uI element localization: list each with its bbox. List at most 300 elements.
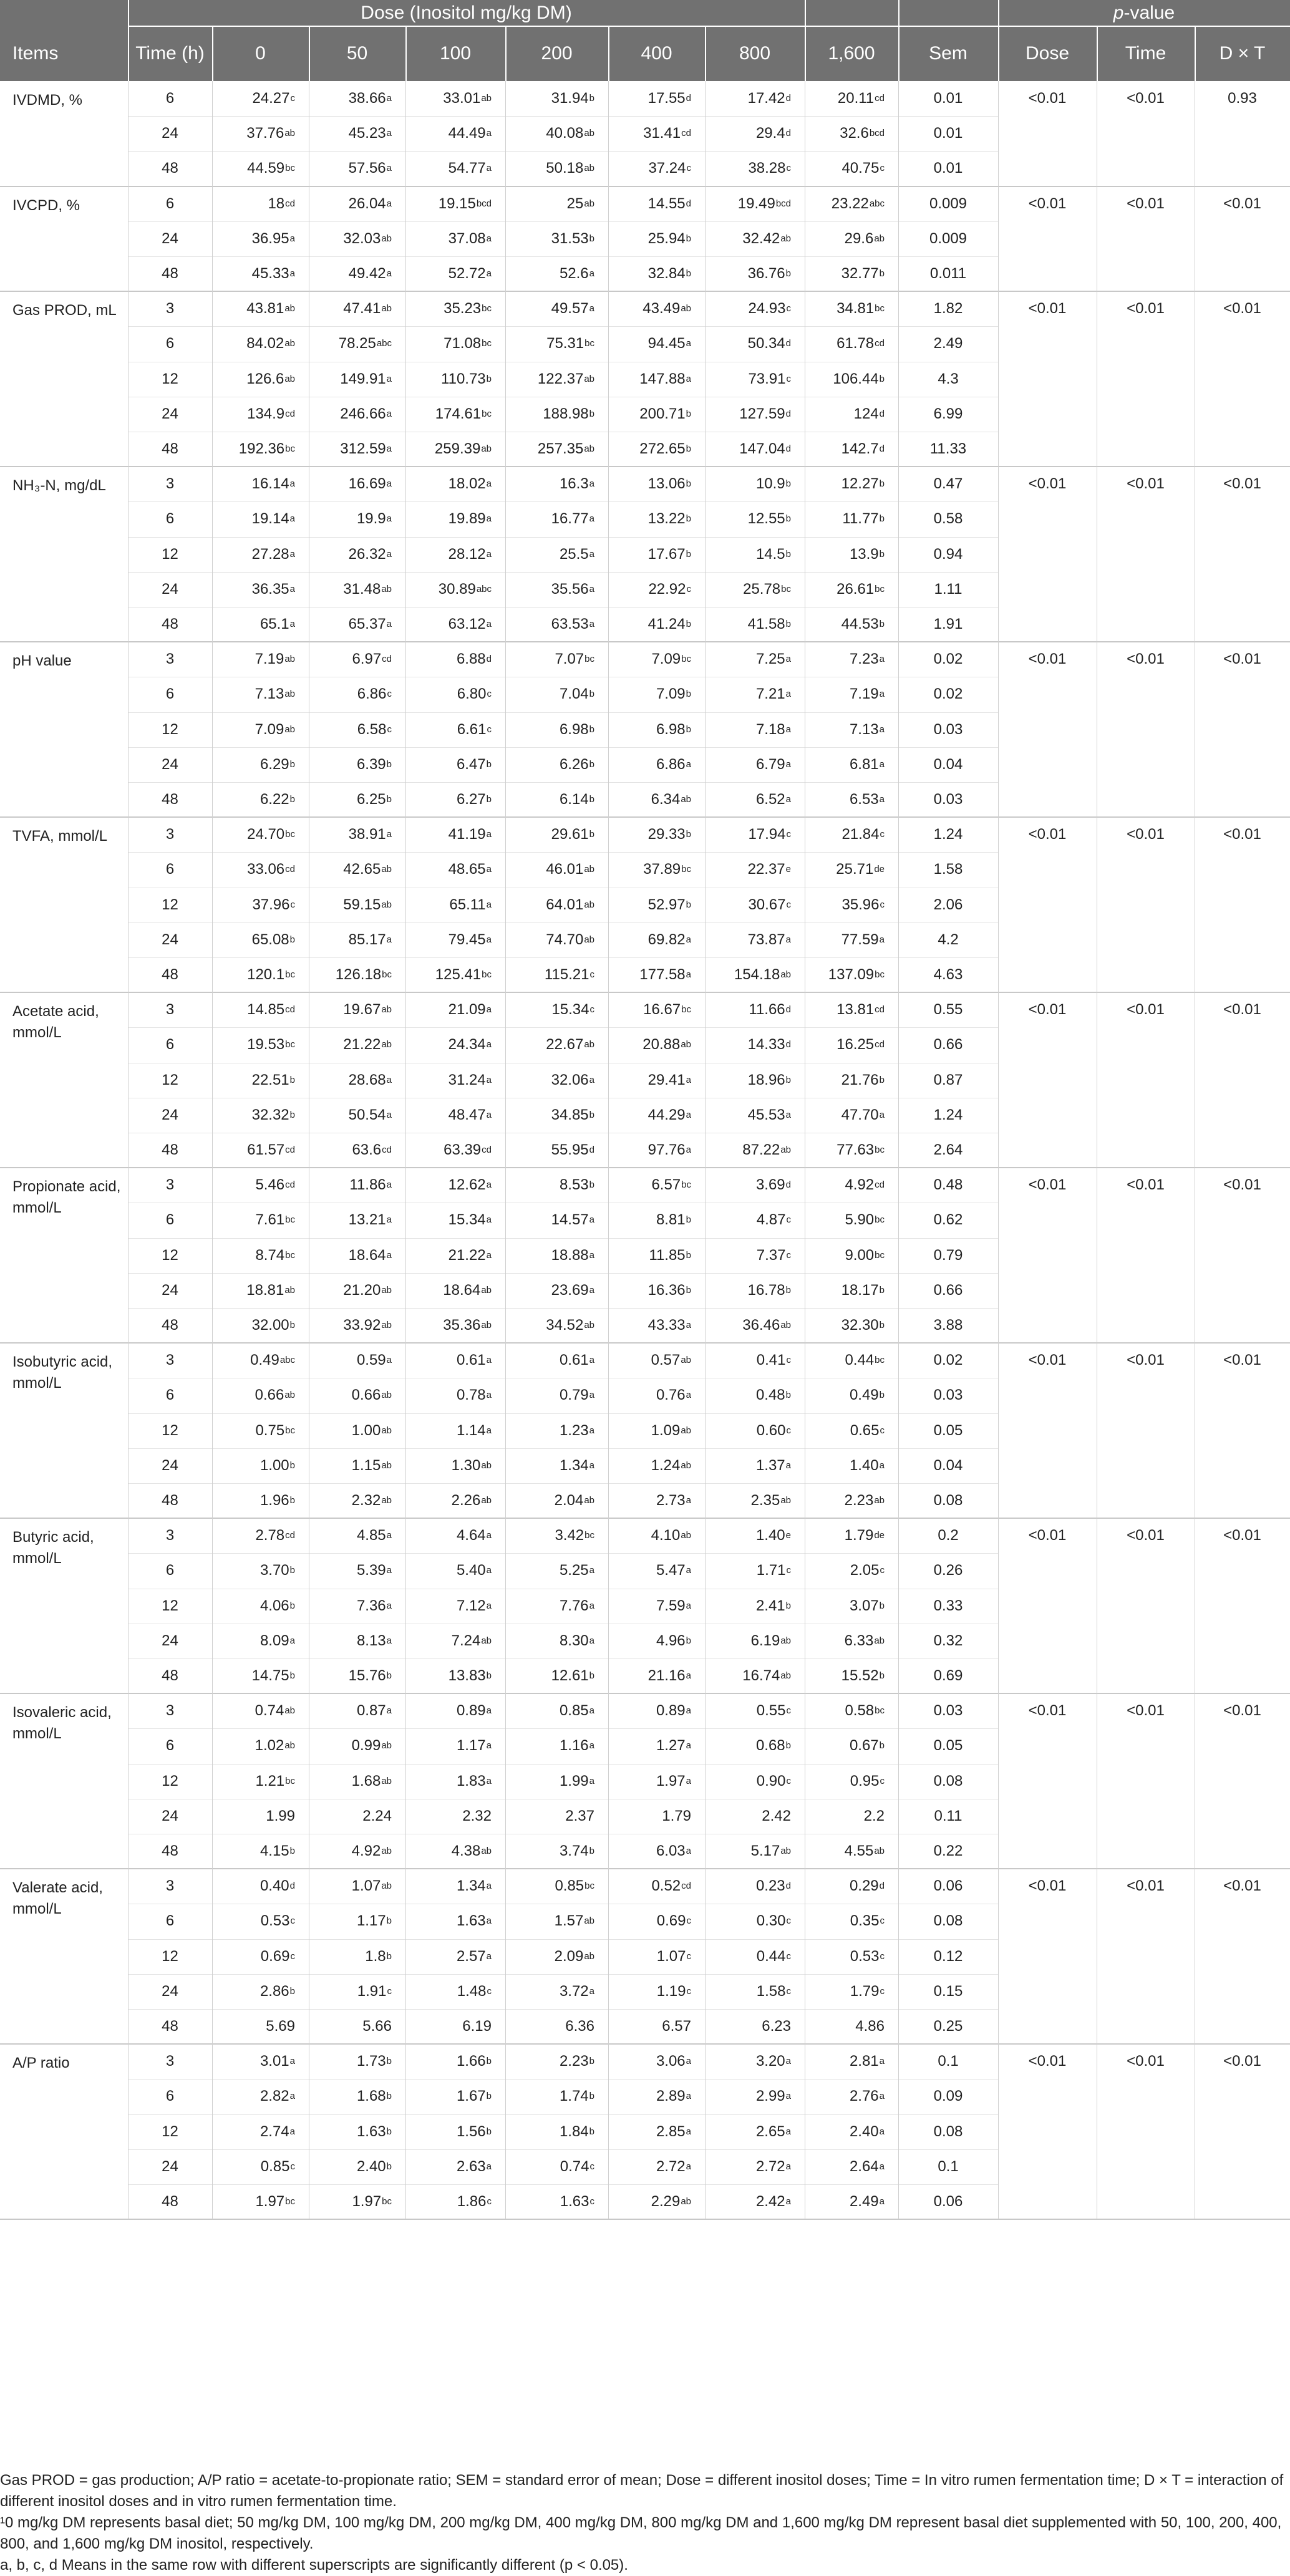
- dose-value: 12.55: [747, 510, 785, 528]
- dose-value-cell: 6.58 c: [357, 720, 392, 738]
- p-value-cell: [1195, 992, 1290, 1027]
- dose-value-cell: 17.42 d: [747, 90, 791, 107]
- dose-value-cell: 17.55 d: [647, 90, 691, 107]
- dose-value-cell: 3.69 d: [755, 1176, 791, 1194]
- dose-value-cell: 0.61 a: [559, 1352, 594, 1369]
- time-cell: [128, 2114, 212, 2149]
- dose-value-cell: 19.15 bcd: [438, 195, 492, 212]
- sem-cell: [898, 1133, 998, 1168]
- time-cell: [128, 81, 212, 116]
- sem-cell: [898, 1518, 998, 1553]
- dose-value-cell: 1.84 b: [559, 2123, 594, 2140]
- dose-value: 14.85: [247, 1001, 285, 1019]
- dose-value-cell: 30.89 abc: [438, 580, 492, 598]
- dose-value: 1.40: [849, 1456, 879, 1474]
- sem-cell: [898, 1799, 998, 1834]
- dose-value: 4.92: [351, 1842, 381, 1860]
- dose-value-cell: 6.29 b: [259, 755, 295, 773]
- dose-value-cell: 137.09 bc: [828, 966, 885, 984]
- dose-value: 35.23: [444, 300, 482, 317]
- sem-cell: [898, 1589, 998, 1624]
- dose-value: 44.59: [247, 160, 285, 177]
- dose-value: 1.86: [457, 2193, 487, 2210]
- dose-value-cell: 21.22 ab: [343, 1036, 392, 1053]
- sem-value: 0.03: [933, 1387, 963, 1404]
- sem-cell: [898, 922, 998, 957]
- dose-value: 43.81: [246, 300, 284, 317]
- dose-value: 1.68: [351, 1772, 381, 1789]
- time-cell: [128, 1343, 212, 1378]
- dose-value-cell: 24.70 bc: [247, 826, 295, 843]
- dose-value: 19.15: [438, 195, 476, 212]
- dose-value: 94.45: [647, 335, 686, 352]
- dose-value-cell: 22.51 b: [251, 1071, 295, 1088]
- dose-value-cell: [705, 2009, 805, 2044]
- dose-value-cell: 31.94 b: [551, 90, 594, 107]
- dose-value-cell: 1.34 a: [456, 1877, 492, 1895]
- dose-value-cell: 6.98 b: [559, 720, 594, 738]
- time-cell: [128, 1764, 212, 1799]
- dose-value-cell: 4.85 a: [356, 1527, 392, 1544]
- dose-value-cell: 1.15 ab: [351, 1456, 392, 1474]
- dose-value: 0.95: [850, 1772, 880, 1789]
- column-separator: [898, 81, 899, 2219]
- row-separator: [128, 747, 998, 748]
- p-value-cell: [998, 291, 1097, 326]
- dose-value-cell: 45.33 a: [251, 265, 295, 283]
- sem-cell: [898, 221, 998, 256]
- time-cell: [128, 1518, 212, 1553]
- column-separator: [405, 81, 406, 2219]
- p-value-cell: [1195, 1518, 1290, 1553]
- dose-value-cell: 1.07 c: [656, 1947, 691, 1965]
- dose-value: 41.24: [647, 616, 686, 633]
- dose-value: 192.36: [238, 440, 285, 458]
- time-value: 24: [162, 1632, 178, 1649]
- sem-value: 2.49: [933, 335, 963, 352]
- dose-value: 50.54: [348, 1106, 386, 1123]
- p-value: <0.01: [1223, 1527, 1261, 1544]
- sem-cell: [898, 992, 998, 1027]
- sem-value: 0.02: [933, 651, 963, 668]
- dose-value: 65.37: [348, 616, 386, 633]
- dose-value: 6.14: [559, 791, 589, 808]
- dose-value-cell: 0.55 c: [756, 1702, 791, 1720]
- row-separator: [128, 256, 998, 257]
- p-value-cell: [1195, 642, 1290, 677]
- dose-value: 13.9: [849, 545, 879, 563]
- dose-value: 21.84: [841, 826, 880, 843]
- p-value: <0.01: [1127, 195, 1165, 212]
- dose-header-label: 800: [739, 43, 771, 64]
- dose-value: 2.32: [462, 1807, 492, 1824]
- dose-value: 0.68: [755, 1737, 785, 1755]
- dose-value-cell: 7.13 a: [849, 720, 885, 738]
- dose-value: 37.89: [643, 861, 681, 878]
- dose-value-cell: 65.11 a: [449, 896, 492, 913]
- dose-value: 6.33: [844, 1632, 874, 1649]
- dose-value: 0.66: [351, 1387, 381, 1404]
- dose-value-cell: 14.33 d: [747, 1036, 791, 1053]
- dose-value: 2.29: [651, 2193, 681, 2210]
- row-separator: [128, 1764, 998, 1765]
- time-value: 6: [165, 861, 175, 878]
- time-value: 24: [162, 2157, 178, 2175]
- dose-value: 61.57: [247, 1141, 285, 1159]
- sem-value: 0.03: [933, 791, 963, 808]
- dose-value-cell: 0.85 bc: [555, 1877, 594, 1895]
- dose-value: 24.70: [247, 826, 285, 843]
- time-value: 48: [162, 1317, 178, 1334]
- sem-value: 0.03: [933, 1702, 963, 1720]
- time-value: 3: [165, 2053, 175, 2070]
- dose-value: 48.65: [448, 861, 486, 878]
- dose-value-cell: 0.61 a: [456, 1352, 492, 1369]
- dose-value: 0.49: [250, 1352, 279, 1369]
- row-separator: [128, 1027, 998, 1028]
- dose-value-cell: 192.36 bc: [238, 440, 295, 458]
- dose-value-cell: 6.81 a: [849, 755, 885, 773]
- dose-value: 9.00: [845, 1246, 875, 1264]
- dose-value: 13.21: [348, 1211, 386, 1229]
- dose-value-cell: 64.01 ab: [546, 896, 594, 913]
- dose-value: 6.98: [656, 720, 686, 738]
- dose-value-cell: 6.14 b: [559, 791, 594, 808]
- time-cell: [128, 1939, 212, 1974]
- dose-value: 7.61: [255, 1211, 285, 1229]
- sem-value: 4.63: [933, 966, 963, 984]
- time-cell: [128, 1238, 212, 1273]
- item-name: A/P ratio: [12, 2055, 70, 2072]
- sem-cell: [898, 81, 998, 116]
- sem-value: 2.06: [933, 896, 963, 913]
- p-value: <0.01: [1028, 826, 1067, 843]
- dose-value: 69.82: [647, 931, 686, 948]
- p-value: <0.01: [1223, 300, 1261, 317]
- time-cell: [128, 1834, 212, 1869]
- sem-value: 1.11: [934, 580, 963, 598]
- dose-value: 37.08: [448, 230, 486, 247]
- dose-value-cell: 38.91 a: [348, 826, 392, 843]
- dose-value-cell: 6.34 ab: [651, 791, 691, 808]
- dose-value: 8.09: [259, 1632, 289, 1649]
- dose-value: 2.81: [849, 2053, 879, 2070]
- dose-value: 6.03: [656, 1842, 686, 1860]
- sem-cell: [898, 1308, 998, 1343]
- dose-header-6: [805, 26, 898, 81]
- p-value: <0.01: [1127, 1352, 1165, 1369]
- dose-value-cell: 149.91 a: [340, 370, 392, 387]
- dose-value: 7.13: [849, 720, 879, 738]
- p-value: <0.01: [1127, 651, 1165, 668]
- dose-value: 1.63: [560, 2193, 589, 2210]
- dose-value: 0.55: [756, 1702, 786, 1720]
- dose-value-cell: 1.8 b: [365, 1947, 392, 1965]
- sem-cell: [898, 607, 998, 642]
- p-value: <0.01: [1028, 1702, 1067, 1720]
- row-separator: [128, 2184, 998, 2185]
- dose-value: 4.87: [756, 1211, 786, 1229]
- time-value: 48: [162, 1667, 178, 1685]
- dose-value-cell: 1.14 a: [456, 1421, 492, 1439]
- item-label-5: [0, 817, 128, 992]
- sem-value: 0.55: [933, 1001, 963, 1019]
- dose-value-cell: 8.81 b: [656, 1211, 691, 1229]
- dose-value: 12.27: [841, 475, 879, 493]
- dose-value-cell: 1.99 a: [559, 1772, 594, 1789]
- dose-value: 2.32: [351, 1492, 381, 1509]
- dose-value-cell: 59.15 ab: [343, 896, 392, 913]
- dose-value: 6.97: [352, 651, 382, 668]
- dose-value-cell: 126.6 ab: [246, 370, 295, 387]
- item-label-4: [0, 642, 128, 817]
- dose-value-cell: 35.96 c: [841, 896, 885, 913]
- row-separator: [128, 1273, 998, 1274]
- dose-value-cell: 24.93 c: [748, 300, 791, 317]
- dose-value: 63.53: [551, 616, 589, 633]
- dose-value: 18.17: [841, 1281, 879, 1299]
- item-label-6: [0, 992, 128, 1168]
- column-separator: [212, 81, 213, 2219]
- dose-value-cell: 257.35 ab: [537, 440, 594, 458]
- dose-value-cell: 40.75 c: [841, 160, 885, 177]
- sem-value: 0.69: [933, 1667, 963, 1685]
- dose-value: 25.71: [836, 861, 874, 878]
- dose-value-cell: 30.67 c: [748, 896, 791, 913]
- dose-value-cell: 0.59 a: [356, 1352, 392, 1369]
- dose-value-cell: 32.84 b: [647, 265, 691, 283]
- dose-value-cell: 37.89 bc: [643, 861, 691, 878]
- dose-value-cell: 6.39 b: [356, 755, 392, 773]
- p-value: <0.01: [1127, 1702, 1165, 1720]
- dose-value: 17.42: [747, 90, 785, 107]
- dose-value: 1.97: [656, 1772, 686, 1789]
- dose-value-cell: 0.85 a: [559, 1702, 594, 1720]
- time-cell: [128, 397, 212, 432]
- dose-value-cell: 0.23 d: [755, 1877, 791, 1895]
- dose-value-cell: 11.86 a: [349, 1176, 392, 1194]
- dose-value: 19.14: [251, 510, 289, 528]
- dose-value-cell: 177.58 a: [639, 966, 691, 984]
- row-separator: [128, 2009, 998, 2010]
- p-value: <0.01: [1028, 195, 1067, 212]
- dose-value: 137.09: [828, 966, 875, 984]
- dose-value-cell: 33.01 ab: [443, 90, 492, 107]
- dose-value: 7.18: [755, 720, 785, 738]
- dose-value-cell: 1.66 b: [456, 2053, 492, 2070]
- dose-header-label: 1,600: [828, 43, 875, 64]
- time-value: 24: [162, 755, 178, 773]
- dose-value: 16.67: [643, 1001, 681, 1019]
- dose-value-cell: 19.9 a: [356, 510, 392, 528]
- p-value: <0.01: [1223, 2053, 1261, 2070]
- dose-value: 1.71: [756, 1562, 786, 1579]
- dose-value: 85.17: [348, 931, 386, 948]
- dose-value-cell: 14.5 b: [755, 545, 791, 563]
- dose-value-cell: 24.27 c: [252, 90, 295, 107]
- sem-cell: [898, 501, 998, 536]
- dose-value-cell: 32.77 b: [841, 265, 885, 283]
- dose-value: 32.6: [840, 125, 869, 142]
- dose-value-cell: 16.74 ab: [742, 1667, 791, 1685]
- dose-value-cell: 43.49 ab: [643, 300, 691, 317]
- dose-value-cell: 48.47 a: [448, 1106, 492, 1123]
- dose-value: 13.06: [647, 475, 686, 493]
- dose-value: 7.09: [656, 685, 686, 703]
- item-name: Acetate acid, mmol/L: [12, 1003, 99, 1042]
- dose-value: 20.11: [837, 90, 875, 107]
- dose-value-cell: 6.26 b: [559, 755, 594, 773]
- dose-value: 6.61: [457, 720, 487, 738]
- sem-value: 0.04: [933, 755, 963, 773]
- dose-value: 1.83: [456, 1772, 486, 1789]
- dose-value-cell: 13.83 b: [448, 1667, 492, 1685]
- sem-value: 3.88: [933, 1317, 963, 1334]
- dose-value: 6.27: [456, 791, 486, 808]
- dose-value: 13.81: [837, 1001, 875, 1019]
- sem-value: 0.05: [933, 1737, 963, 1755]
- dose-value: 7.36: [356, 1597, 386, 1614]
- time-value: 24: [162, 405, 178, 422]
- sem-cell: [898, 116, 998, 151]
- time-cell: [128, 782, 212, 817]
- time-value: 48: [162, 440, 178, 458]
- dose-value: 14.57: [551, 1211, 589, 1229]
- dose-value-cell: 6.53 a: [849, 791, 885, 808]
- header-separator: [998, 0, 999, 81]
- dose-value: 2.40: [849, 2123, 879, 2140]
- dose-value: 174.61: [435, 405, 482, 422]
- p-value-cell: [1097, 1518, 1195, 1553]
- time-value: 48: [162, 2193, 178, 2210]
- dose-value-cell: 31.48 ab: [343, 580, 392, 598]
- dose-value: 7.04: [559, 685, 589, 703]
- dose-value-cell: 1.02 ab: [255, 1737, 295, 1755]
- dose-value-cell: 16.67 bc: [643, 1001, 691, 1019]
- dose-value-cell: 13.22 b: [647, 510, 691, 528]
- dose-value: 17.94: [748, 826, 786, 843]
- dose-value-cell: 7.25 a: [755, 651, 791, 668]
- dose-value-cell: 8.53 b: [559, 1176, 594, 1194]
- dose-value: 87.22: [742, 1141, 780, 1159]
- time-value: 6: [165, 195, 175, 212]
- time-value: 12: [162, 1246, 178, 1264]
- dose-value-cell: [309, 2009, 405, 2044]
- sem-cell: [898, 1413, 998, 1448]
- dose-value: 2.04: [554, 1492, 584, 1509]
- dose-value: 1.00: [259, 1456, 289, 1474]
- dose-value: 35.36: [443, 1317, 481, 1334]
- dose-value-cell: 7.36 a: [356, 1597, 392, 1614]
- dose-value: 15.52: [841, 1667, 879, 1685]
- dose-value-cell: 22.37 e: [747, 861, 791, 878]
- dose-value: 52.72: [448, 265, 486, 283]
- p-value: <0.01: [1127, 826, 1165, 843]
- dose-value: 36.76: [747, 265, 785, 283]
- sem-cell: [898, 2079, 998, 2114]
- sem-cell: [898, 1658, 998, 1693]
- dose-value-cell: 0.89 a: [656, 1702, 691, 1720]
- dose-value-cell: 5.40 a: [456, 1562, 492, 1579]
- dose-value-cell: 4.64 a: [456, 1527, 492, 1544]
- dose-value: 7.24: [451, 1632, 481, 1649]
- dose-value-cell: [705, 1799, 805, 1834]
- dose-value: 4.38: [451, 1842, 481, 1860]
- dose-value-cell: 36.35 a: [251, 580, 295, 598]
- dose-value: 2.72: [755, 2157, 785, 2175]
- dose-value-cell: 1.96 b: [259, 1492, 295, 1509]
- dose-value: 0.57: [651, 1352, 681, 1369]
- sem-cell: [898, 1904, 998, 1939]
- p-value: <0.01: [1223, 1877, 1261, 1895]
- p-value-cell: [1097, 467, 1195, 501]
- dose-value-cell: [505, 2009, 608, 2044]
- dose-value: 31.53: [551, 230, 589, 247]
- time-cell: [128, 1904, 212, 1939]
- dose-value-cell: 37.76 ab: [246, 125, 295, 142]
- dose-value-cell: 2.99 a: [755, 2088, 791, 2105]
- time-value: 12: [162, 1772, 178, 1789]
- dose-value-cell: 6.52 a: [755, 791, 791, 808]
- dose-value: 12.62: [448, 1176, 486, 1194]
- p-value-cell: [1097, 81, 1195, 116]
- dose-value-cell: 0.44 bc: [845, 1352, 885, 1369]
- p-value: <0.01: [1028, 1352, 1067, 1369]
- sem-value: 0.08: [933, 2123, 963, 2140]
- dose-value-cell: 1.86 c: [457, 2193, 492, 2210]
- time-value: 6: [165, 1387, 175, 1404]
- sem-cell: [898, 957, 998, 992]
- dose-value: 33.92: [343, 1317, 381, 1334]
- sem-cell: [898, 1378, 998, 1413]
- dose-value: 15.34: [448, 1211, 486, 1229]
- dose-value: 120.1: [247, 966, 285, 984]
- dose-value: 2.24: [362, 1807, 392, 1824]
- row-separator: [128, 221, 998, 222]
- sem-cell: [898, 537, 998, 572]
- dose-value: 1.37: [755, 1456, 785, 1474]
- dose-value-cell: 23.22 abc: [831, 195, 885, 212]
- dose-value: 8.30: [559, 1632, 589, 1649]
- p-value-cell: [1195, 1869, 1290, 1904]
- dose-value-cell: 2.29 ab: [651, 2193, 691, 2210]
- sem-cell: [898, 291, 998, 326]
- sem-cell: [898, 642, 998, 677]
- dose-value: 6.22: [259, 791, 289, 808]
- dose-value: 2.57: [456, 1947, 486, 1965]
- dose-value-cell: 1.09 ab: [651, 1421, 691, 1439]
- p-value: <0.01: [1223, 651, 1261, 668]
- dose-value-cell: 4.15 b: [259, 1842, 295, 1860]
- dose-value: 73.91: [748, 370, 786, 387]
- dose-value: 5.66: [362, 2018, 392, 2035]
- dose-value-cell: 3.06 a: [656, 2053, 691, 2070]
- dose-value: 0.29: [849, 1877, 879, 1895]
- dose-value-cell: 35.36 ab: [443, 1317, 492, 1334]
- row-separator: [128, 1483, 998, 1484]
- time-cell: [128, 642, 212, 677]
- dose-value: 0.65: [850, 1421, 880, 1439]
- dose-value-cell: 32.03 ab: [343, 230, 392, 247]
- dose-value-cell: 1.73 b: [356, 2053, 392, 2070]
- row-separator: [128, 957, 998, 958]
- dose-value: 2.42: [755, 2193, 785, 2210]
- p-value-cell: [1097, 1869, 1195, 1904]
- dose-value-cell: [505, 1799, 608, 1834]
- dose-value-cell: 7.21 a: [755, 685, 791, 703]
- footnote-doses: ¹0 mg/kg DM represents basal diet; 50 mg/kg DM, 100 mg/kg DM, 200 mg/kg DM, 400 mg/kg DM, 800 mg/kg DM and 1,600 mg/kg DM represent basal diet supplemented with 50, 100, 200, 400, 800, and 1,600 mg/kg DM inositol, respectively.: [0, 2514, 1282, 2552]
- dose-value-cell: 126.18 bc: [335, 966, 392, 984]
